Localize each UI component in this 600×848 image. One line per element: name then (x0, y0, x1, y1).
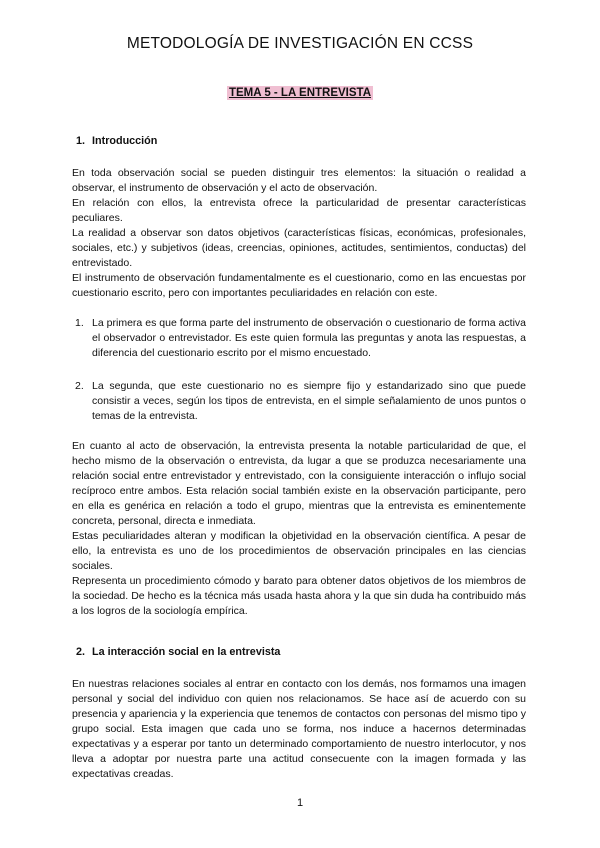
paragraph: En toda observación social se pueden distinguir tres elementos: la situación o realidad a observar, el instrumento de observación y el acto de observación. (72, 167, 526, 194)
list-item (72, 379, 526, 424)
list-marker: 2. (75, 380, 84, 392)
paragraph: En relación con ellos, la entrevista ofrece la particularidad de presentar características peculiares. (72, 197, 526, 224)
paragraph: La realidad a observar son datos objetivos (características físicas, económicas, profesionales, sociales, etc.) y subjetivos (ideas, creencias, opiniones, actitudes, sentimientos, conductas) del entrevistado. (72, 227, 526, 269)
list-item (72, 316, 526, 361)
section-heading (72, 645, 526, 660)
topic-title (0, 87, 600, 99)
page-number: 1 (296, 797, 304, 809)
paragraph: El instrumento de observación fundamentalmente es el cuestionario, como en las encuestas por cuestionario escrito, pero con importantes peculiaridades en relación con este. (72, 272, 526, 299)
paragraph: En nuestras relaciones sociales al entrar en contacto con los demás, nos formamos una imagen personal y social del individuo con quien nos relacionamos. Se hace así de acuerdo con su presencia y apariencia y la experiencia que tenemos de contactos con personas del mismo tipo y grupo social. Esta imagen que cada uno se forma, nos induce a hacernos determinadas expectativas y a esperar por tanto un determinado comportamiento de nuestro interlocutor, y nos lleva a adoptar por nuestra parte una actitud consecuente con la imagen formada y las expectativas creadas. (72, 678, 526, 780)
list-item-text: La segunda, que este cuestionario no es siempre fijo y estandarizado sino que puede consistir a veces, según los tipos de entrevista, en el simple señalamiento de unos puntos o temas de la entrevista. (92, 380, 526, 422)
list-item-text: La primera es que forma parte del instrumento de observación o cuestionario de forma activa el observador o entrevistador. Es este quien formula las preguntas y anota las respuestas, a diferencia del cuestionario escrito por el mismo encuestado. (92, 317, 526, 359)
paragraph: En cuanto al acto de observación, la entrevista presenta la notable particularidad de que, el hecho mismo de la observación o entrevista, da lugar a que se produzca necesariamente una relación social entre entrevistador y entrevistado, con la consiguiente interacción o influjo social recíproco entre ambos. Esta relación social también existe en la observación participante, pero en ella es genérica en relación a todo el grupo, mientras que la entrevista es eminentemente concreta, personal, directa e inmediata. (72, 440, 526, 527)
document-header: METODOLOGÍA DE INVESTIGACIÓN EN CCSS (126, 35, 474, 52)
paragraph: Representa un procedimiento cómodo y barato para obtener datos objetivos de los miembros de la sociedad. De hecho es la técnica más usada hasta ahora y la que sin duda ha contribuido más a los logros de la sociología empírica. (72, 575, 526, 617)
numbered-list (72, 316, 526, 424)
section-heading (72, 134, 526, 149)
document-body (72, 134, 526, 782)
list-marker: 1. (75, 317, 84, 329)
topic-title-highlight: TEMA 5 - LA ENTREVISTA (228, 87, 372, 99)
section-number: 1. (76, 135, 86, 147)
section-number: 2. (76, 646, 86, 658)
section-title: Introducción (92, 135, 158, 147)
section-title: La interacción social en la entrevista (92, 646, 281, 658)
paragraph: Estas peculiaridades alteran y modifican la objetividad en la observación científica. A pesar de ello, la entrevista es uno de los procedimientos de observación principales en las ciencias sociales. (72, 530, 526, 572)
